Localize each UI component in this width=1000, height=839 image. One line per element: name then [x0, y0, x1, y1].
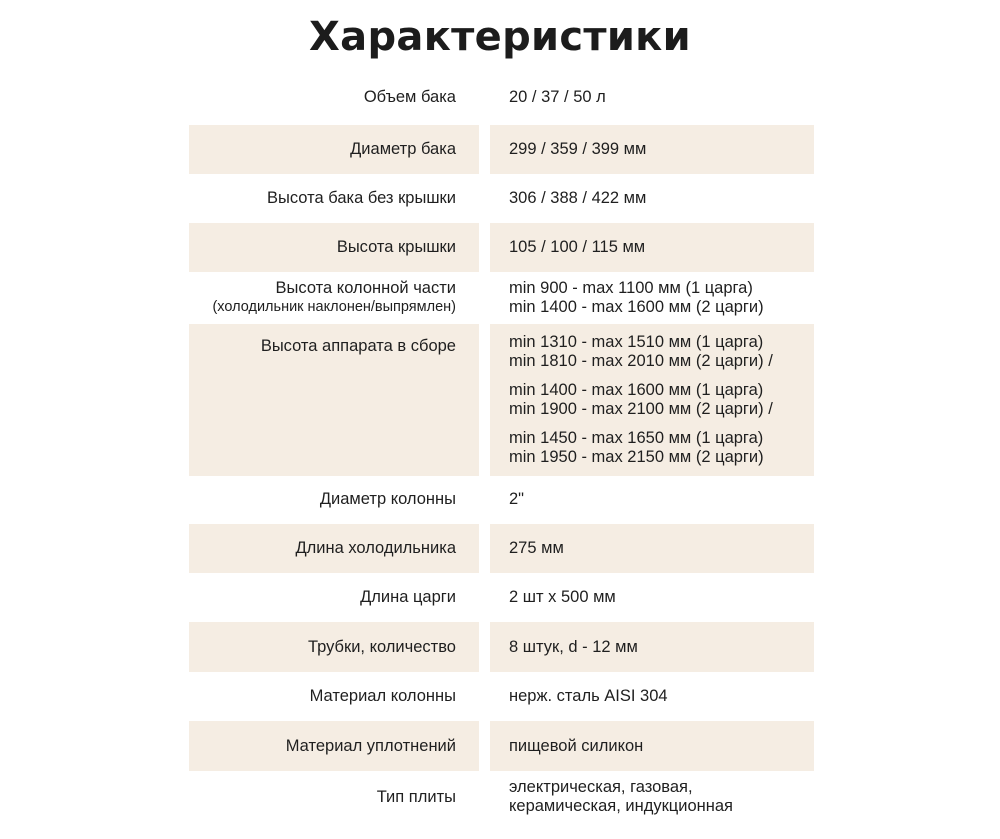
spec-value: 8 штук, d - 12 мм: [490, 622, 814, 672]
spec-label: [189, 272, 479, 324]
spec-value: 306 / 388 / 422 мм: [509, 189, 647, 207]
spec-value-line: min 1310 - max 1510 мм (1 царга): [509, 333, 764, 351]
spec-label: Высота бака без крышки: [267, 189, 456, 207]
spec-label: Длина холодильника: [189, 524, 479, 573]
spec-label: Диаметр бака: [189, 125, 479, 174]
spec-value: 275 мм: [490, 524, 814, 573]
spec-value-line: min 1950 - max 2150 мм (2 царги): [509, 448, 764, 466]
spec-value: 105 / 100 / 115 мм: [490, 223, 814, 272]
page-title: Характеристики: [309, 14, 691, 60]
spec-value-line: электрическая, газовая,: [509, 778, 693, 796]
spec-value: 299 / 359 / 399 мм: [490, 125, 814, 174]
spec-label: Объем бака: [363, 87, 456, 106]
spec-row-lid-height: [189, 223, 814, 272]
spec-label: Трубки, количество: [189, 622, 479, 672]
spec-label: Диаметр колонны: [319, 490, 456, 508]
spec-value: [490, 324, 814, 476]
height-option: [509, 333, 814, 371]
spec-value-line: min 1900 - max 2100 мм (2 царги) /: [509, 400, 773, 418]
height-option: [509, 429, 814, 467]
spec-row-tank-volume: [189, 75, 814, 119]
spec-row-tank-height: [189, 174, 814, 223]
spec-row-column-material: [189, 672, 814, 721]
spec-label: Материал уплотнений: [189, 721, 479, 771]
spec-label-note: (холодильник наклонен/выпрямлен): [212, 299, 456, 315]
spec-row-condenser-length: [189, 524, 814, 573]
spec-label: Длина царги: [360, 588, 456, 606]
spec-row-column-diameter: [189, 476, 814, 523]
spec-value-line: min 1400 - max 1600 мм (1 царга): [509, 381, 764, 399]
spec-row-tank-diameter: [189, 125, 814, 174]
spec-row-assembled-height: [189, 324, 814, 476]
spec-label: Высота аппарата в сборе: [189, 324, 479, 476]
spec-value: 20 / 37 / 50 л: [509, 87, 606, 106]
spec-value: нерж. сталь AISI 304: [509, 687, 668, 705]
spec-value-line: min 1810 - max 2010 мм (2 царги) /: [509, 352, 773, 370]
height-option: [509, 381, 814, 419]
spec-value: [490, 272, 814, 324]
spec-label: Материал колонны: [309, 687, 456, 705]
spec-value-line: min 1450 - max 1650 мм (1 царга): [509, 429, 764, 447]
spec-row-column-height: [189, 272, 814, 324]
spec-label-main: Высота колонной части: [275, 279, 456, 297]
spec-row-seal-material: [189, 721, 814, 771]
spec-row-stove-type: [189, 773, 814, 821]
spec-value: пищевой силикон: [490, 721, 814, 771]
spec-label: Высота крышки: [189, 223, 479, 272]
spec-value: [490, 773, 814, 821]
spec-row-section-length: [189, 573, 814, 622]
spec-value-line: min 1400 - max 1600 мм (2 царги): [509, 298, 764, 316]
spec-label: Тип плиты: [376, 787, 456, 806]
spec-row-tubes-count: [189, 622, 814, 672]
spec-value: 2": [509, 490, 525, 508]
spec-value-line: min 900 - max 1100 мм (1 царга): [509, 279, 753, 297]
spec-value-line: керамическая, индукционная: [509, 797, 733, 815]
spec-value: 2 шт х 500 мм: [509, 588, 616, 606]
